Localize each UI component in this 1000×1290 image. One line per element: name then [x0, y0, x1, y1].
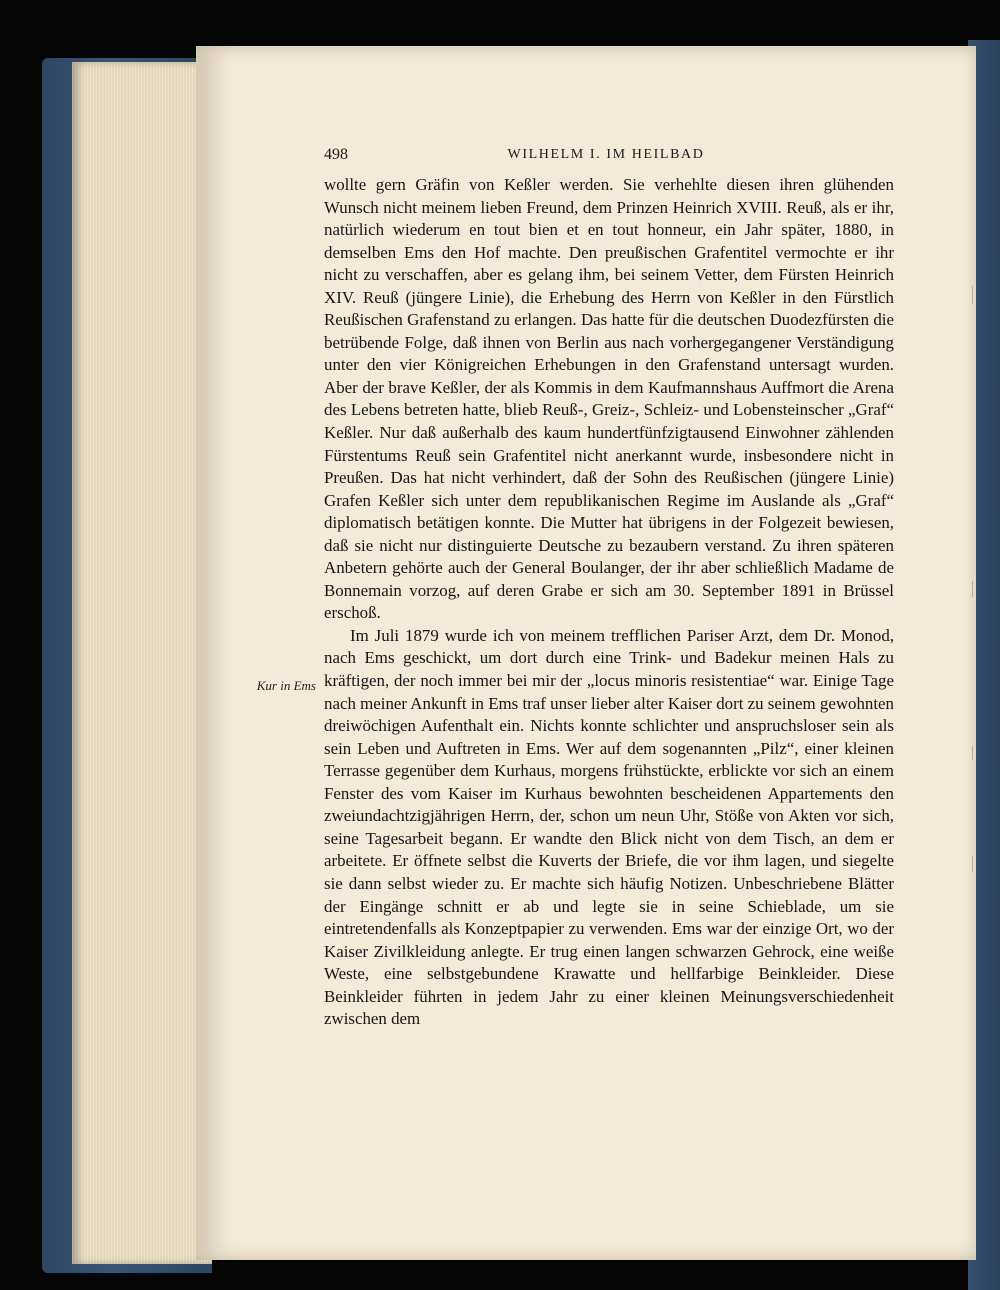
running-title: WILHELM I. IM HEILBAD [507, 147, 705, 162]
show-through-mark [972, 746, 973, 760]
page-number: 498 [324, 146, 348, 163]
margin-note: Kur in Ems [256, 678, 316, 693]
book-page [196, 46, 976, 1260]
show-through-mark [972, 286, 973, 304]
show-through-mark [972, 581, 973, 597]
page-edges [72, 62, 212, 1264]
paragraph-1: wollte gern Gräfin von Keßler werden. Sie verhehlte diesen ihren glühenden Wunsch nicht meinem lieben Freund, dem Prinzen Heinrich XVIII. Reuß, als er ihr, natürlich wiederum en tout bien et en tout honneur, ein Jahr später, 1880, in demselben Ems den Hof machte. Den preußischen Grafentitel vermochte er ihr nicht zu verschaffen, aber es gelang ihm, bei seinem Vetter, dem Fürsten Heinrich XIV. Reuß (jüngere Linie), die Erhebung des Herrn von Keßler in den Fürstlich Reußischen Grafenstand zu erlangen. Das hatte für die deutschen Duodezfürsten die betrübende Folge, daß ihnen von Berlin aus nach vorhergegangener Verständigung unter den vier Königreichen Erhebungen in den Grafenstand untersagt wurden. Aber der brave Keßler, der als Kommis in dem Kaufmannshaus Auffmort die Arena des Lebens betreten hatte, blieb Reuß-, Greiz-, Schleiz- und Lobensteinscher „Graf“ Keßler. Nur daß außerhalb des kaum hundertfünfzigtausend Einwohner zählenden Fürstentums Reuß sein Grafentitel nicht anerkannt wurde, insbesondere nicht in Preußen. Das hat nicht verhindert, daß der Sohn des Reußischen (jüngere Linie) Grafen Keßler sich unter dem republikanischen Regime im Auslande als „Graf“ diplomatisch betätigen konnte. Die Mutter hat übrigens in der Folgezeit bewiesen, daß sie nicht nur distinguierte Deutsche zu bezaubern verstand. Zu ihren späteren Anbetern gehörte auch der General Boulanger, der ihr aber schließlich Madame de Bonnemain vorzog, auf deren Grabe er sich am 30. September 1891 in Brüssel erschoß. [324, 175, 894, 623]
page-header [324, 146, 888, 170]
show-through-mark [972, 856, 973, 872]
paragraph-2: Im Juli 1879 wurde ich von meinem trefflichen Pariser Arzt, dem Dr. Monod, nach Ems geschickt, um dort durch eine Trink- und Badekur meinen Hals zu kräftigen, der noch immer bei mir der „locus minoris resistentiae“ war. Einige Tage nach meiner Ankunft in Ems traf unser lieber alter Kaiser dort zu seinem gewohnten dreiwöchigen Aufenthalt ein. Nichts konnte schlichter und anspruchsloser sein als sein Leben und Auftreten in Ems. Wer auf dem sogenannten „Pilz“, einer kleinen Terrasse gegenüber dem Kurhaus, morgens frühstückte, erblickte vor sich an einem Fenster des vom Kaiser im Kurhaus bewohnten bescheidenen Appartements den zweiundachtzigjährigen Herrn, der, schon um neun Uhr, Stöße von Akten vor sich, seine Tagesarbeit begann. Er wandte den Blick nicht von dem Tisch, an dem er arbeitete. Er öffnete selbst die Kuverts der Briefe, die vor ihm lagen, und siegelte sie dann selbst wieder zu. Er machte sich häufig Notizen. Unbeschriebene Blätter der Eingänge schnitt er ab und legte sie in seine Schieblade, um sie eintretendenfalls als Konzeptpapier zu verwenden. Ems war der einzige Ort, wo der Kaiser Zivilkleidung anlegte. Er trug einen langen schwarzen Gehrock, eine weiße Weste, eine selbstgebundene Krawatte und hellfarbige Beinkleider. Diese Beinkleider führten in jedem Jahr zu einer kleinen Meinungsverschiedenheit zwischen dem [324, 625, 894, 1029]
body-text [324, 174, 894, 1031]
